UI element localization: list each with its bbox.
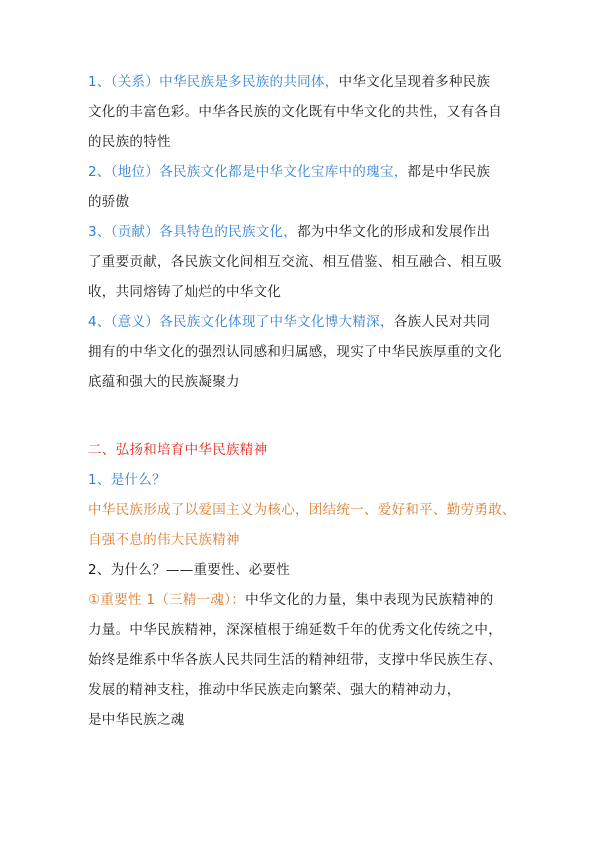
item-1-line-3: 的民族的特性 <box>88 134 171 150</box>
item-1-lead: 1、（关系）中华民族是多民族的共同体， <box>88 74 339 90</box>
item-3-line-2: 了重要贡献，各民族文化间相互交流、相互借鉴、相互融合、相互吸 <box>88 254 502 270</box>
section-2-heading: 二、弘扬和培育中华民族精神 <box>88 442 268 458</box>
item-4-line-3: 底蕴和强大的民族凝聚力 <box>88 374 240 390</box>
item-1-line-2: 文化的丰富色彩。中华各民族的文化既有中华文化的共性，又有各自 <box>88 104 502 120</box>
q2-lead: ①重要性 1（三精一魂）： <box>88 592 246 608</box>
q1-title: 1、是什么？ <box>88 472 166 488</box>
item-1-text: 中华文化呈现着多种民族 <box>338 74 491 90</box>
q2-line-3: 始终是维系中华各族人民共同生活的精神纽带，支撑中华民族生存、 <box>88 652 502 668</box>
item-4-line-1 <box>88 312 528 332</box>
item-3-line-3: 收，共同熔铸了灿烂的中华文化 <box>88 284 282 300</box>
q2-text: 中华文化的力量，集中表现为民族精神的 <box>245 592 494 608</box>
item-2-line-2: 的骄傲 <box>88 194 130 210</box>
q2-line-1 <box>88 590 528 610</box>
item-3-lead: 3、（贡献）各具特色的民族文化， <box>88 224 298 240</box>
q2-line-4: 发展的精神支柱，推动中华民族走向繁荣、强大的精神动力， <box>88 682 461 698</box>
item-4-text: 各族人民对共同 <box>393 314 491 330</box>
item-2-lead: 2、（地位）各民族文化都是中华文化宝库中的瑰宝， <box>88 164 408 180</box>
document-page <box>88 72 528 730</box>
item-3-text: 都为中华文化的形成和发展作出 <box>297 224 491 240</box>
item-2-text: 都是中华民族 <box>407 164 491 180</box>
q2-line-2: 力量。中华民族精神，深深植根于绵延数千年的优秀文化传统之中， <box>88 622 502 638</box>
q2-title: 2、为什么？——重要性、必要性 <box>88 562 291 578</box>
item-4-lead: 4、（意义）各民族文化体现了中华文化博大精深， <box>88 314 394 330</box>
item-1-line-1 <box>88 72 528 92</box>
item-3-line-1 <box>88 222 528 242</box>
q1-line-2: 自强不息的伟大民族精神 <box>88 532 240 548</box>
q2-line-5: 是中华民族之魂 <box>88 712 185 728</box>
item-4-line-2: 拥有的中华文化的强烈认同感和归属感，现实了中华民族厚重的文化 <box>88 344 502 360</box>
item-2-line-1 <box>88 162 528 182</box>
q1-line-1: 中华民族形成了以爱国主义为核心，团结统一、爱好和平、勤劳勇敢、 <box>88 502 516 518</box>
